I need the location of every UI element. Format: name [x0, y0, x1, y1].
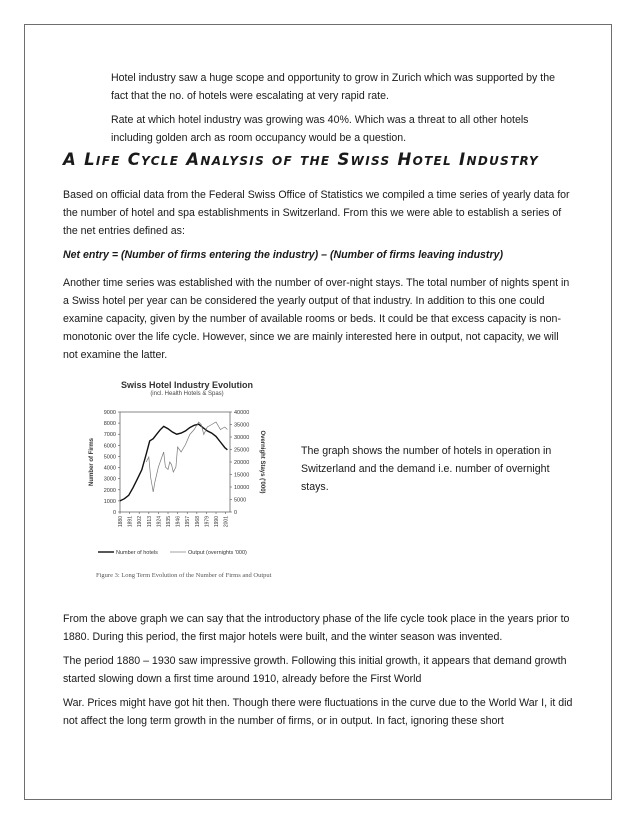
- y2-tick-label: 5000: [234, 497, 247, 504]
- legend-label-hotels: Number of hotels: [116, 550, 158, 556]
- graph-description: The graph shows the number of hotels in operation in Switzerland and the demand i.e. number of overnight stays.: [301, 445, 552, 493]
- x-tick-label: 1902: [137, 516, 144, 528]
- war-paragraph: War. Prices might have got hit then. Though there were fluctuations in the curve due to the World War I, it did not affect the long term growth in the number of firms, or in output. In fact, ignoring these short: [63, 697, 573, 727]
- chart-title: Swiss Hotel Industry Evolution: [120, 380, 254, 390]
- y2-tick-label: 20000: [234, 460, 250, 466]
- plot-frame: [120, 412, 230, 512]
- x-tick-label: 1935: [166, 516, 173, 528]
- legend-label-output: Output (overnights '000): [188, 550, 247, 556]
- x-tick-label: 1990: [214, 516, 221, 528]
- x-tick-label: 1880: [118, 516, 124, 528]
- y2-tick-label: 25000: [234, 447, 250, 454]
- y2-tick-label: 35000: [234, 422, 250, 429]
- y2-tick-label: 10000: [234, 485, 250, 491]
- y-tick-label: 4000: [103, 465, 116, 472]
- figure-caption: Figure 3: Long Term Evolution of the Number of Firms and Output: [96, 572, 272, 579]
- x-tick-label: 1924: [156, 516, 163, 528]
- output-paragraph: Another time series was established with the number of over-night stays. The total number of nights spent in a Swiss hotel per year can be considered the yearly output of that industry. In addition to this one could examine capacity, given by the number of available rooms or beds. It could be that excess capacity is non-monotonic over the life cycle. However, since we are mainly interested here in output, not capacity, we will not examine the latter.: [63, 277, 570, 361]
- x-tick-label: 1957: [185, 516, 192, 528]
- x-tick-label: 1913: [146, 516, 153, 528]
- figure: [82, 376, 302, 581]
- y-tick-label: 1000: [103, 498, 116, 505]
- y2-tick-label: 30000: [234, 435, 250, 441]
- x-tick-label: 2001: [223, 516, 230, 528]
- intro-paragraph: Based on official data from the Federal Swiss Office of Statistics we compiled a time series of yearly data for the number of hotel and spa establishments in Switzerland. From this we were able to establish a series of the net entries defined as:: [63, 189, 570, 237]
- x-tick-label: 1979: [204, 516, 211, 528]
- y-tick-label: 5000: [103, 454, 116, 461]
- intro-phase-paragraph: From the above graph we can say that the introductory phase of the life cycle took place in the years prior to 1880. During this period, the first major hotels were built, and the winter season was invented.: [63, 613, 570, 643]
- y-axis-label: Number of Firms: [89, 437, 95, 487]
- y-tick-label: 7000: [103, 432, 116, 439]
- chart-subtitle: (incl. Health Hotels & Spas): [150, 391, 224, 397]
- y2-axis-label: Overnight Stays ('000): [259, 430, 265, 494]
- y-tick-label: 6000: [103, 443, 116, 450]
- y2-tick-label: 15000: [234, 472, 250, 479]
- net-entry-formula: Net entry = (Number of firms entering the industry) – (Number of firms leaving industry): [63, 249, 503, 261]
- y-tick-label: 2000: [103, 487, 116, 494]
- y-tick-label: 9000: [103, 410, 116, 416]
- x-tick-label: 1891: [127, 516, 134, 528]
- bullet-paragraph-1: Hotel industry saw a huge scope and opportunity to grow in Zurich which was supported by the fact that the no. of hotels were escalating at very rapid rate.: [111, 72, 556, 102]
- growth-paragraph: The period 1880 – 1930 saw impressive growth. Following this initial growth, it appears that demand growth started slowing down a first time around 1910, already before the First World: [63, 655, 567, 685]
- section-heading: A Life Cycle Analysis of the Swiss Hotel Industry: [63, 150, 539, 169]
- y-tick-label: 0: [112, 510, 116, 516]
- bullet-paragraph-2: Rate at which hotel industry was growing was 40%. Which was a threat to all other hotels including golden arch as room occupancy would be a question.: [111, 114, 529, 144]
- y-tick-label: 8000: [103, 421, 116, 428]
- x-tick-label: 1946: [175, 516, 182, 528]
- hotels-series-line: [120, 424, 227, 501]
- y2-tick-label: 0: [234, 510, 238, 516]
- x-tick-label: 1968: [194, 516, 201, 528]
- chart-svg: [82, 376, 302, 572]
- y-tick-label: 3000: [103, 476, 116, 483]
- y2-tick-label: 40000: [234, 410, 250, 416]
